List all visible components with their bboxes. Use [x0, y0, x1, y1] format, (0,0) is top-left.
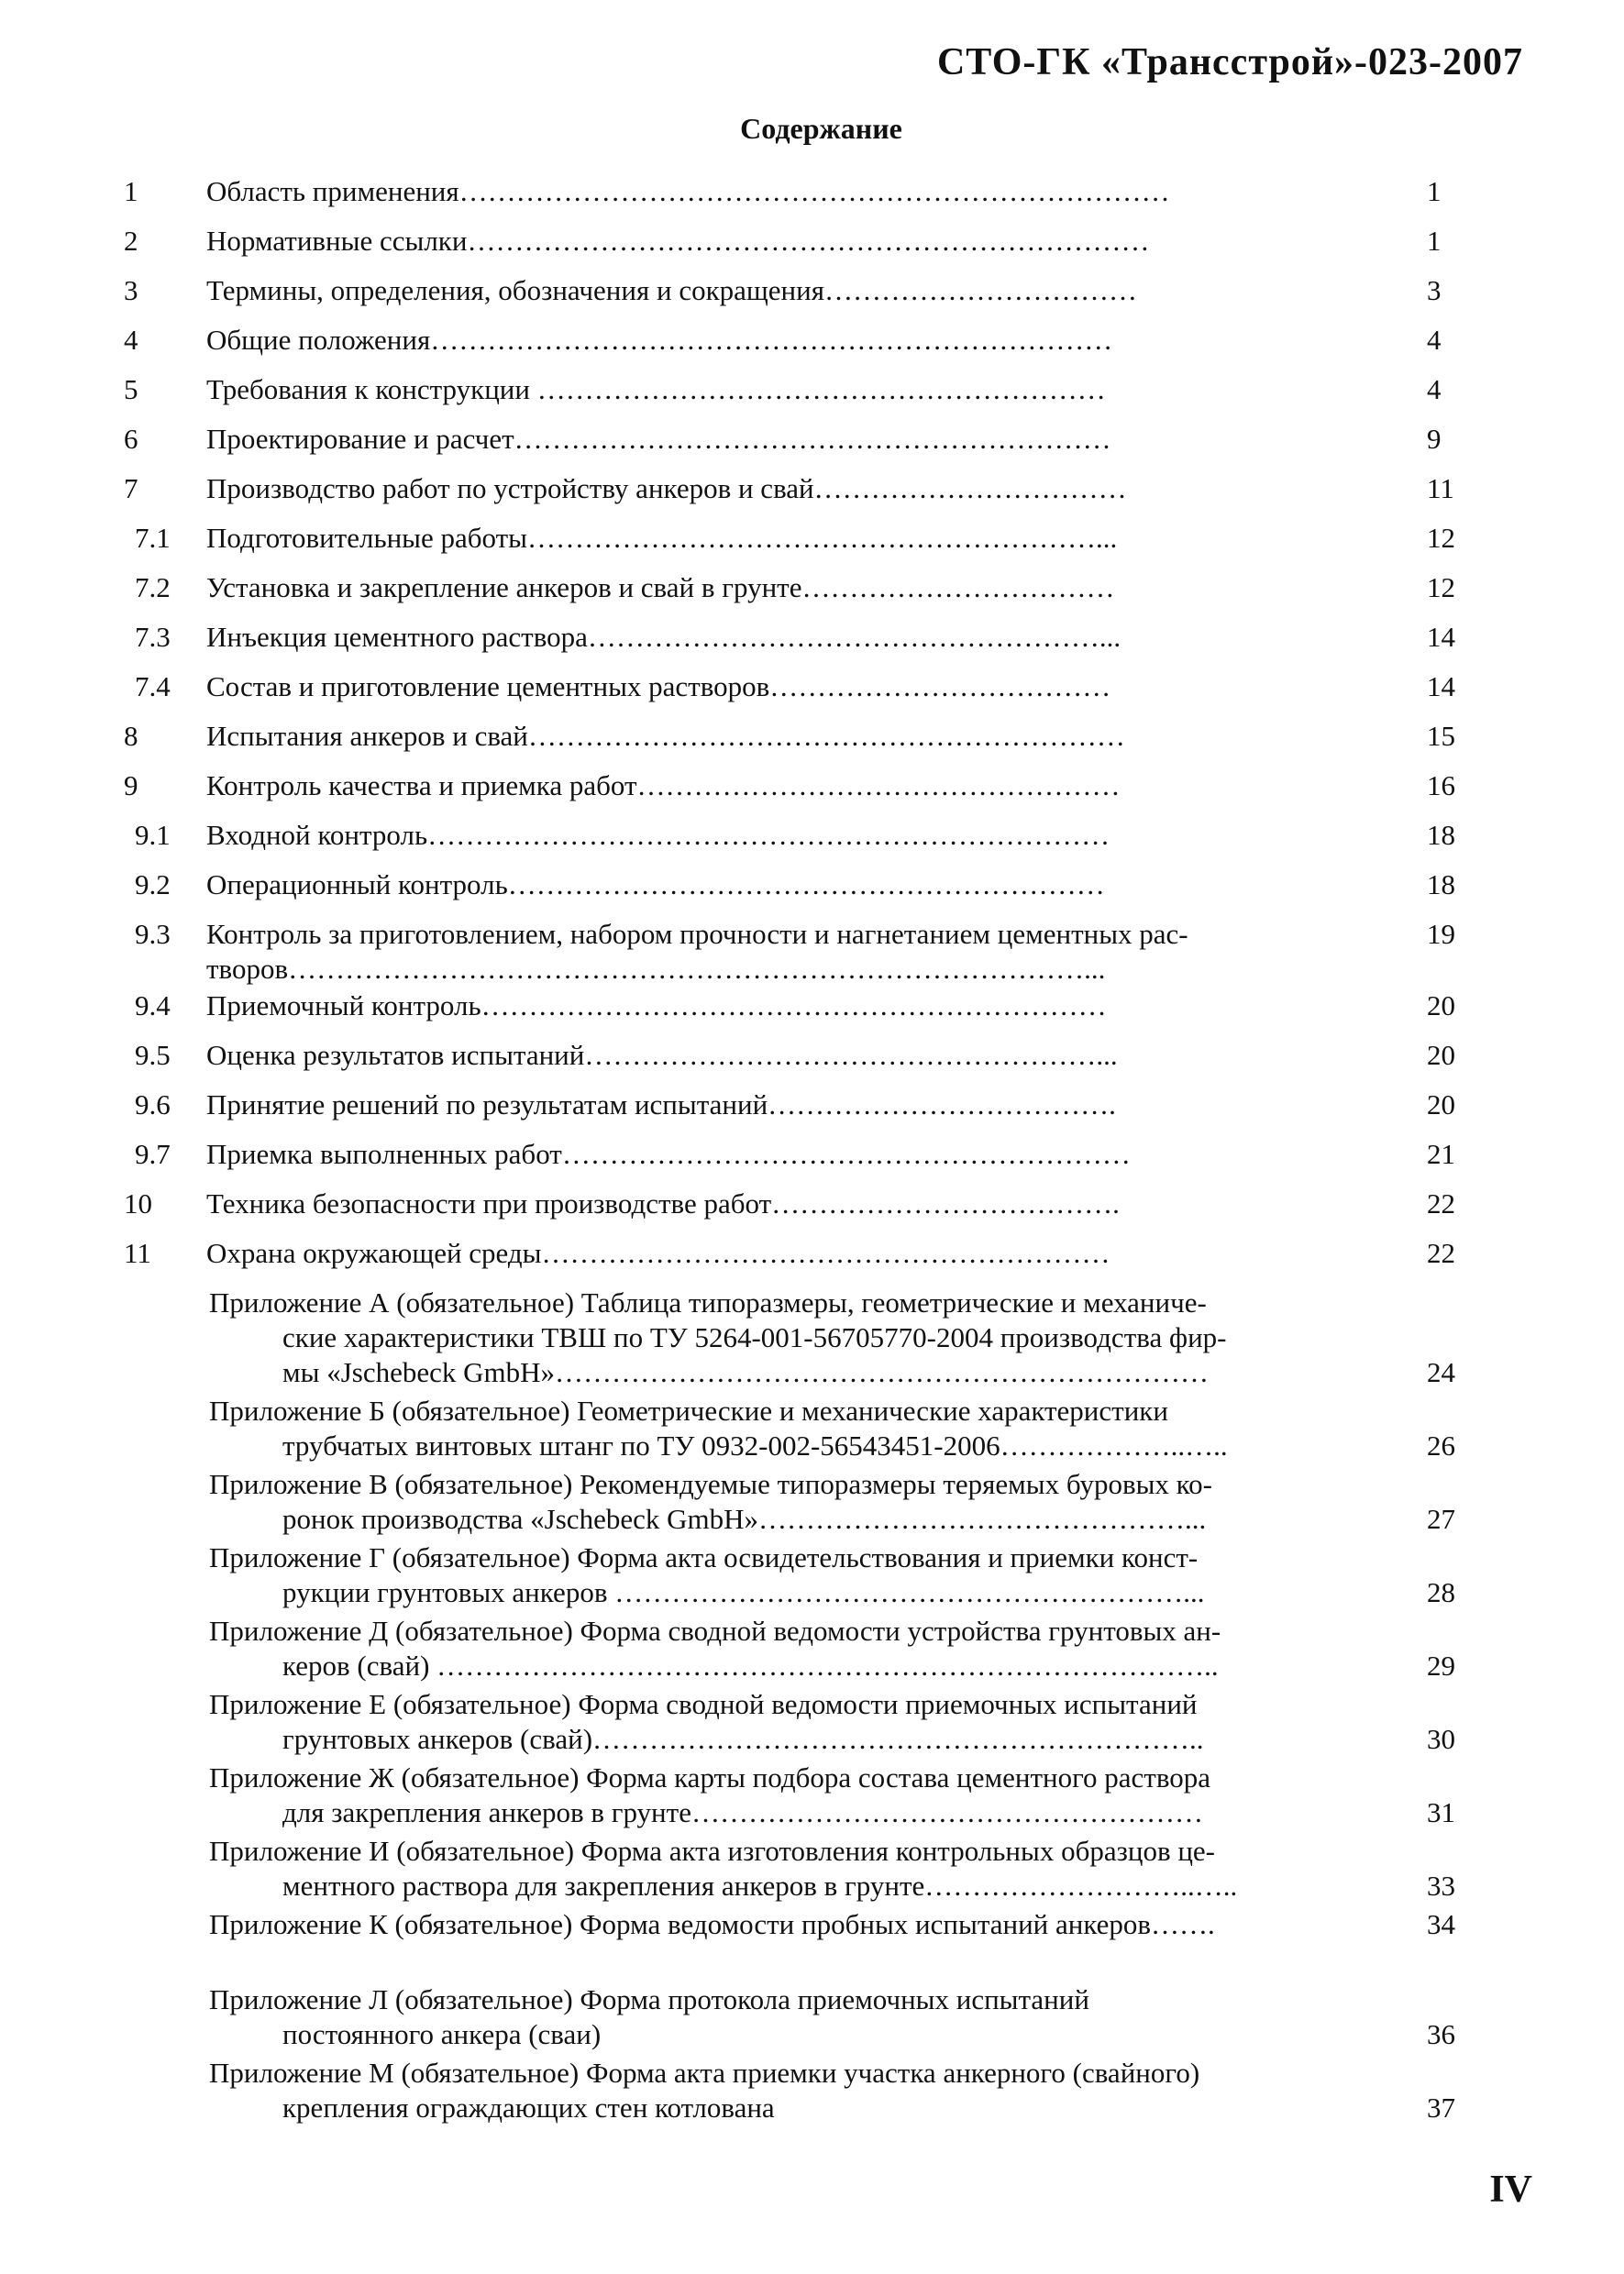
toc-entry-page: 1: [1427, 175, 1442, 207]
toc-entry-number: 9.7: [135, 1138, 171, 1170]
toc-entry[interactable]: [0, 1187, 1624, 1221]
toc-entry-title: Контроль качества и приемка работ……………………………………………: [206, 769, 1121, 801]
toc-appendix-entry[interactable]: [0, 1394, 1624, 1463]
toc-entry-page: 20: [1427, 989, 1455, 1021]
toc-entry-number: 9: [124, 769, 138, 801]
toc-appendix-entry[interactable]: [0, 1761, 1624, 1830]
toc-appendix-title: Приложение Д (обязательное) Форма сводной ведомости устройства грунтовых ан- керов (свай) ………………………………………………………………………..: [209, 1615, 1221, 1682]
toc-entry-number: 9.5: [135, 1039, 171, 1071]
toc-appendix-page: 34: [1427, 1908, 1455, 1940]
toc-entry-page: 15: [1427, 720, 1455, 752]
toc-appendix-title: Приложение Б (обязательное) Геометрические и механические характеристики трубчатых винтовых штанг по ТУ 0932-002-56543451-2006………………..…..: [209, 1395, 1228, 1462]
toc-entry-number: 2: [124, 225, 138, 257]
toc-entry-title: Техника безопасности при производстве работ……………………………….: [206, 1187, 1120, 1220]
toc-entry[interactable]: [0, 174, 1624, 209]
toc-appendix-title: Приложение А (обязательное) Таблица типоразмеры, геометрические и механиче- ские характеристики ТВШ по ТУ 5264-001-56705770-2004 производства фир- мы «Jschebeck GmbH»……………………………………………………………: [209, 1286, 1227, 1388]
toc-entry-page: 18: [1427, 819, 1455, 851]
toc-entry-title: Приемка выполненных работ……………………………………………………: [206, 1138, 1131, 1170]
toc-appendices: [0, 1286, 1624, 2125]
table-of-contents: [0, 174, 1624, 2125]
toc-entry-number: 9.6: [135, 1088, 171, 1120]
toc-appendix-page: 26: [1427, 1430, 1455, 1462]
toc-entry-title: Установка и закрепление анкеров и свай в грунте……………………………: [206, 571, 1115, 603]
toc-appendix-page: 27: [1427, 1503, 1455, 1535]
toc-appendix-entry[interactable]: [0, 1907, 1624, 1942]
toc-entry[interactable]: [0, 1236, 1624, 1271]
toc-appendix-page: 37: [1427, 2092, 1455, 2124]
toc-entry-title: Испытания анкеров и свай………………………………………………………: [206, 720, 1125, 752]
toc-appendix-page: 33: [1427, 1870, 1455, 1902]
document-code-header: СТО-ГК «Трансстрой»-023-2007: [936, 41, 1523, 83]
toc-entry-number: 10: [124, 1187, 152, 1220]
toc-entry-title: Термины, определения, обозначения и сокращения……………………………: [206, 274, 1137, 306]
toc-entry-page: 20: [1427, 1088, 1455, 1120]
toc-entry[interactable]: [0, 1038, 1624, 1073]
toc-appendix-title: Приложение Е (обязательное) Форма сводной ведомости приемочных испытаний грунтовых анкеров (свай)………………………………………………………..: [209, 1688, 1204, 1755]
toc-appendix-entry[interactable]: [0, 1982, 1624, 2052]
toc-entry-number: 9.4: [135, 989, 171, 1021]
toc-appendix-entry[interactable]: [0, 1467, 1624, 1537]
toc-entry-number: 7.4: [135, 670, 171, 702]
toc-appendix-page: 36: [1427, 2018, 1455, 2050]
toc-entry-title: Проектирование и расчет………………………………………………………: [206, 423, 1111, 455]
toc-entry-title: Подготовительные работы……………………………………………………...: [206, 522, 1118, 554]
toc-entry[interactable]: [0, 1137, 1624, 1172]
toc-appendix-title: Приложение Г (обязательное) Форма акта освидетельствования и приемки конст- рукции грунтовых анкеров ……………………………………………………...: [209, 1541, 1205, 1608]
toc-appendix-entry[interactable]: [0, 1614, 1624, 1683]
toc-title: Содержание: [740, 112, 902, 145]
toc-entry-number: 11: [124, 1237, 151, 1269]
toc-entry-page: 1: [1427, 225, 1442, 257]
toc-entry-title: Принятие решений по результатам испытаний……………………………….: [206, 1088, 1116, 1120]
toc-entry-title: Приемочный контроль…………………………………………………………: [206, 989, 1107, 1021]
toc-entry-title: Охрана окружающей среды……………………………………………………: [206, 1237, 1110, 1269]
toc-entry-page: 14: [1427, 621, 1455, 653]
toc-entry-number: 9.3: [135, 918, 171, 950]
toc-appendix-page: 31: [1427, 1796, 1455, 1828]
toc-appendix-page: 28: [1427, 1576, 1455, 1608]
toc-entry-page: 21: [1427, 1138, 1455, 1170]
toc-appendix-title: Приложение Ж (обязательное) Форма карты подбора состава цементного раствора для закрепления анкеров в грунте………………………………………………: [209, 1761, 1211, 1828]
toc-appendix-entry[interactable]: [0, 2056, 1624, 2125]
toc-appendix-title: Приложение И (обязательное) Форма акта изготовления контрольных образцов це- ментного раствора для закрепления анкеров в грунте………………………..…..: [209, 1835, 1238, 1902]
toc-entry-title: Операционный контроль………………………………………………………: [206, 868, 1105, 900]
toc-entry[interactable]: [0, 471, 1624, 506]
toc-entry[interactable]: [0, 669, 1624, 704]
toc-entry-title: Состав и приготовление цементных растворов………………………………: [206, 670, 1111, 702]
toc-entry-page: 22: [1427, 1237, 1455, 1269]
toc-entry-page: 11: [1427, 472, 1454, 504]
toc-entry[interactable]: [0, 273, 1624, 308]
toc-appendix-title: Приложение В (обязательное) Рекомендуемые типоразмеры теряемых буровых ко- ронок производства «Jschebeck GmbH»………………………………………...: [209, 1468, 1212, 1535]
toc-entry-page: 12: [1427, 571, 1455, 603]
toc-entry-page: 16: [1427, 769, 1455, 801]
toc-entry-page: 14: [1427, 670, 1455, 702]
toc-entry-page: 22: [1427, 1187, 1455, 1220]
toc-entry-number: 4: [124, 324, 138, 356]
toc-appendix-entry[interactable]: [0, 1687, 1624, 1757]
toc-appendix-entry[interactable]: [0, 1286, 1624, 1390]
toc-entry[interactable]: [0, 768, 1624, 803]
toc-entry-page: 20: [1427, 1039, 1455, 1071]
toc-entry-number: 7.1: [135, 522, 171, 554]
toc-entry-page: 19: [1427, 918, 1455, 950]
toc-entry-number: 6: [124, 423, 138, 455]
toc-entry-number: 3: [124, 274, 138, 306]
toc-sections: [0, 174, 1624, 1271]
toc-entry[interactable]: [0, 719, 1624, 754]
toc-entry[interactable]: [0, 620, 1624, 655]
toc-entry-number: 1: [124, 175, 138, 207]
toc-entry-number: 7: [124, 472, 138, 504]
toc-entry-title: Производство работ по устройству анкеров и свай……………………………: [206, 472, 1127, 504]
toc-entry-number: 9.2: [135, 868, 171, 900]
toc-appendix-title: Приложение М (обязательное) Форма акта приемки участка анкерного (свайного) крепления ограждающих стен котлована: [209, 2057, 1200, 2124]
toc-entry[interactable]: [0, 422, 1624, 457]
toc-entry-page: 3: [1427, 274, 1442, 306]
toc-entry[interactable]: [0, 988, 1624, 1023]
toc-entry-number: 5: [124, 373, 138, 405]
toc-entry-page: 12: [1427, 522, 1455, 554]
toc-entry-page: 18: [1427, 868, 1455, 900]
toc-entry-title: Оценка результатов испытаний………………………………………………...: [206, 1039, 1118, 1071]
toc-entry-title: Область применения…………………………………………………………………: [206, 175, 1170, 207]
toc-entry-page: 4: [1427, 373, 1442, 405]
toc-entry[interactable]: [0, 917, 1624, 987]
toc-entry[interactable]: [0, 323, 1624, 358]
toc-entry[interactable]: [0, 570, 1624, 605]
toc-entry[interactable]: [0, 521, 1624, 556]
toc-appendix-page: 30: [1427, 1723, 1455, 1755]
toc-appendix-entry[interactable]: [0, 1834, 1624, 1904]
toc-appendix-title: Приложение Л (обязательное) Форма протокола приемочных испытаний постоянного анкера (сваи): [209, 1983, 1089, 2050]
toc-appendix-entry[interactable]: [0, 1540, 1624, 1610]
toc-entry-title: Инъекция цементного раствора………………………………………………...: [206, 621, 1121, 653]
toc-entry-title: Общие положения………………………………………………………………: [206, 324, 1113, 356]
toc-entry-title: Требования к конструкции ……………………………………………………: [206, 373, 1106, 405]
toc-entry[interactable]: [0, 372, 1624, 407]
toc-entry-title: Нормативные ссылки………………………………………………………………: [206, 225, 1150, 257]
toc-entry[interactable]: [0, 867, 1624, 902]
toc-entry-number: 8: [124, 720, 138, 752]
toc-appendix-page: 24: [1427, 1356, 1455, 1388]
toc-entry-number: 7.2: [135, 571, 171, 603]
toc-entry-number: 9.1: [135, 819, 171, 851]
toc-entry-page: 4: [1427, 324, 1442, 356]
toc-entry-number: 7.3: [135, 621, 171, 653]
toc-entry-title: Входной контроль………………………………………………………………: [206, 819, 1110, 851]
toc-entry[interactable]: [0, 224, 1624, 259]
page-number: IV: [1489, 2169, 1532, 2211]
toc-entry[interactable]: [0, 818, 1624, 853]
toc-appendix-title: Приложение К (обязательное) Форма ведомости пробных испытаний анкеров…….: [209, 1908, 1215, 1940]
toc-appendix-page: 29: [1427, 1650, 1455, 1682]
toc-entry-page: 9: [1427, 423, 1442, 455]
toc-entry[interactable]: [0, 1087, 1624, 1122]
toc-entry-title: Контроль за приготовлением, набором прочности и нагнетанием цементных рас- творов…………………………………………………………………………...: [206, 918, 1188, 985]
